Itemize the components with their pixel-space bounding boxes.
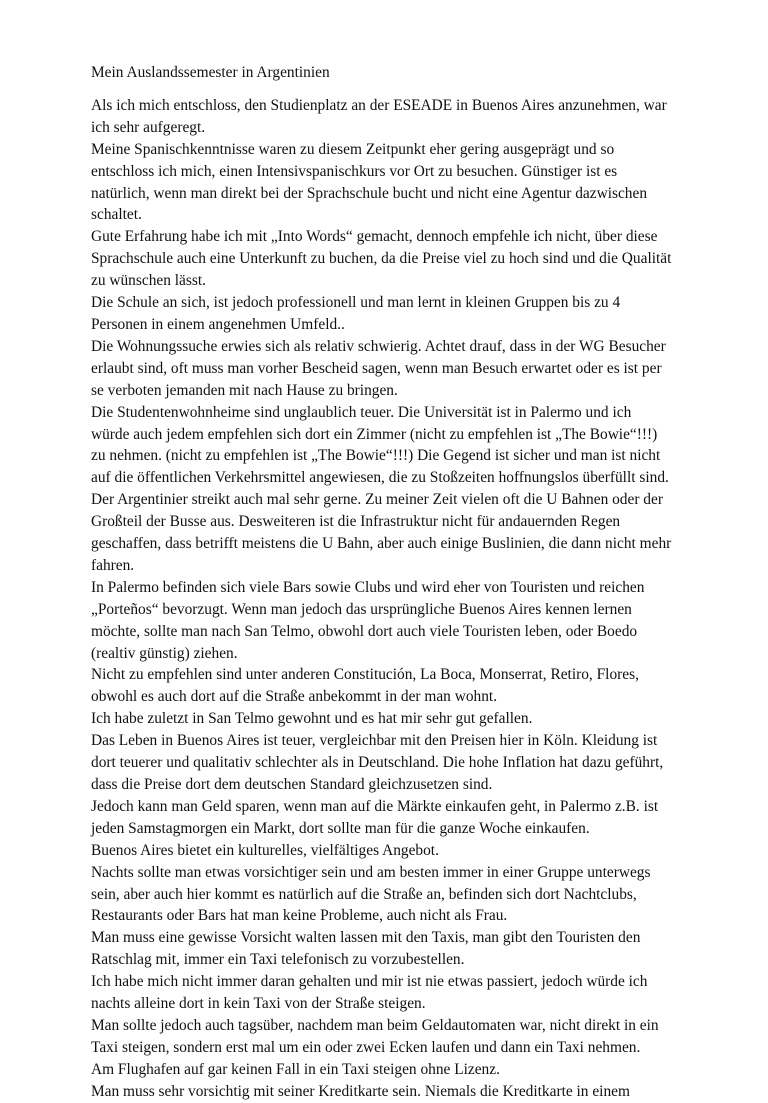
text-line: natürlich, wenn man direkt bei der Sprachschule bucht und nicht eine Agentur dazwischen bbox=[91, 184, 648, 202]
text-line: obwohl es auch dort auf die Straße anbekommt in der man wohnt. bbox=[91, 688, 498, 706]
text-line: (realtiv günstig) ziehen. bbox=[91, 644, 238, 662]
text-line: Buenos Aires bietet ein kulturelles, vielfältiges Angebot. bbox=[91, 841, 439, 859]
text-line: fahren. bbox=[91, 556, 135, 574]
text-line: ich sehr aufgeregt. bbox=[91, 118, 206, 136]
text-line: Am Flughafen auf gar keinen Fall in ein Taxi steigen ohne Lizenz. bbox=[91, 1060, 500, 1078]
text-line: zu nehmen. (nicht zu empfehlen ist „The Bowie“!!!) Die Gegend ist sicher und man ist nicht bbox=[91, 447, 661, 465]
text-line: nachts alleine dort in kein Taxi von der Straße steigen. bbox=[91, 995, 426, 1013]
text-line: Ratschlag mit, immer ein Taxi telefonisch zu vorzubestellen. bbox=[91, 951, 465, 969]
text-line: Sprachschule auch eine Unterkunft zu buchen, da die Preise viel zu hoch sind und die Qualität bbox=[91, 250, 672, 268]
text-line: möchte, sollte man nach San Telmo, obwohl dort auch viele Touristen leben, oder Boedo bbox=[91, 622, 638, 640]
text-line: Als ich mich entschloss, den Studienplatz an der ESEADE in Buenos Aires anzunehmen, war bbox=[91, 96, 667, 114]
text-line: Die Wohnungssuche erwies sich als relativ schwierig. Achtet drauf, dass in der WG Besucher bbox=[91, 337, 666, 355]
text-line: Großteil der Busse aus. Desweiteren ist die Infrastruktur nicht für andauernden Regen bbox=[91, 513, 621, 531]
text-line: se verboten jemanden mit nach Hause zu bringen. bbox=[91, 381, 398, 399]
text-line: Personen in einem angenehmen Umfeld.. bbox=[91, 315, 345, 333]
text-line: Taxi steigen, sondern erst mal um ein oder zwei Ecken laufen und dann ein Taxi nehmen. bbox=[91, 1038, 641, 1056]
text-line: dort teuerer und qualitativ schlechter als in Deutschland. Die hohe Inflation hat dazu geführt, bbox=[91, 754, 664, 772]
text-line: dass die Preise dort dem deutschen Standard gleichzusetzen sind. bbox=[91, 776, 493, 793]
text-line: Meine Spanischkenntnisse waren zu diesem Zeitpunkt eher gering ausgeprägt und so bbox=[91, 140, 615, 158]
text-line: auf die öffentlichen Verkehrsmittel angewiesen, die zu Stoßzeiten hoffnungslos überfüllt sind. bbox=[91, 469, 669, 487]
text-line: sein, aber auch hier kommt es natürlich auf die Straße an, befinden sich dort Nachtclubs, bbox=[91, 885, 637, 903]
text-line: Die Schule an sich, ist jedoch professionell und man lernt in kleinen Gruppen bis zu 4 bbox=[91, 294, 621, 312]
text-line: Ich habe zuletzt in San Telmo gewohnt und es hat mir sehr gut gefallen. bbox=[91, 710, 533, 728]
text-line: erlaubt sind, oft muss man vorher Bescheid sagen, wenn man Besuch erwartet oder es ist per bbox=[91, 359, 662, 377]
text-line: Der Argentinier streikt auch mal sehr gerne. Zu meiner Zeit vielen oft die U Bahnen oder der bbox=[91, 491, 663, 509]
text-line: „Porteños“ bevorzugt. Wenn man jedoch das ursprüngliche Buenos Aires kennen lernen bbox=[91, 600, 632, 618]
text-line: Man sollte jedoch auch tagsüber, nachdem man beim Geldautomaten war, nicht direkt in ein bbox=[91, 1016, 659, 1034]
text-line: würde auch jedem empfehlen sich dort ein Zimmer (nicht zu empfehlen ist „The Bowie“!!!) bbox=[91, 425, 658, 443]
text-line: Das Leben in Buenos Aires ist teuer, vergleichbar mit den Preisen hier in Köln. Kleidung ist bbox=[91, 732, 658, 750]
text-line: Jedoch kann man Geld sparen, wenn man auf die Märkte einkaufen geht, in Palermo z.B. ist bbox=[91, 797, 659, 815]
text-line: entschloss ich mich, einen Intensivspanischkurs vor Ort zu besuchen. Günstiger ist es bbox=[91, 162, 618, 180]
text-line: Gute Erfahrung habe ich mit „Into Words“ gemacht, dennoch empfehle ich nicht, über diese bbox=[91, 228, 658, 246]
document-body bbox=[91, 95, 691, 1103]
text-line: jeden Samstagmorgen ein Markt, dort sollte man für die ganze Woche einkaufen. bbox=[91, 819, 590, 837]
text-line: Die Studentenwohnheime sind unglaublich teuer. Die Universität ist in Palermo und ich bbox=[91, 403, 632, 421]
document-title: Mein Auslandssemester in Argentinien bbox=[91, 64, 330, 81]
text-line: Man muss eine gewisse Vorsicht walten lassen mit den Taxis, man gibt den Touristen den bbox=[91, 929, 641, 947]
text-line: geschaffen, dass betrifft meistens die U Bahn, aber auch einige Buslinien, die dann nicht mehr bbox=[91, 535, 672, 553]
text-line: schaltet. bbox=[91, 206, 142, 224]
text-line: zu wünschen lässt. bbox=[91, 272, 206, 290]
text-line: Ich habe mich nicht immer daran gehalten und mir ist nie etwas passiert, jedoch würde ich bbox=[91, 973, 648, 991]
text-line: In Palermo befinden sich viele Bars sowie Clubs und wird eher von Touristen und reichen bbox=[91, 578, 645, 596]
text-line: Nachts sollte man etwas vorsichtiger sein und am besten immer in einer Gruppe unterwegs bbox=[91, 863, 651, 881]
document-page bbox=[91, 62, 691, 1103]
text-line: Man muss sehr vorsichtig mit seiner Kreditkarte sein. Niemals die Kreditkarte in einem bbox=[91, 1082, 630, 1100]
text-line: Restaurants oder Bars hat man keine Probleme, auch nicht als Frau. bbox=[91, 907, 508, 925]
text-line: Nicht zu empfehlen sind unter anderen Constitución, La Boca, Monserrat, Retiro, Flores, bbox=[91, 666, 639, 684]
